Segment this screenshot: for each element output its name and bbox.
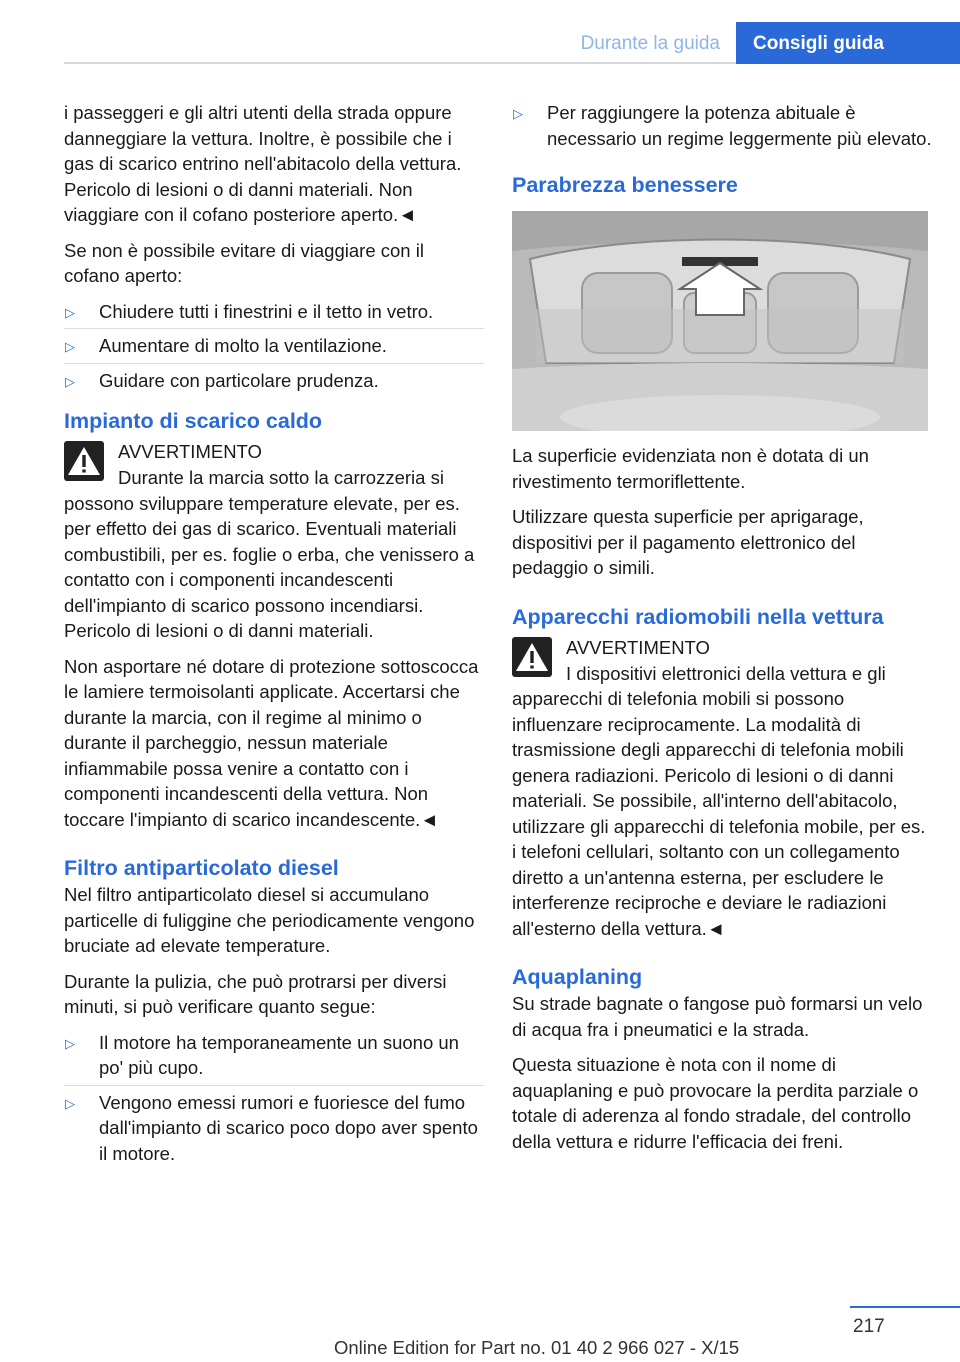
triangle-right-icon: ▷ bbox=[65, 1095, 75, 1111]
bullet-list bbox=[64, 299, 484, 394]
paragraph: Utilizzare questa superficie per aprigarage, dispositivi per il pagamento elettronico del pedaggio o simili. bbox=[512, 506, 864, 578]
left-column bbox=[64, 100, 484, 1175]
section-heading: Filtro antiparticolato diesel bbox=[64, 856, 339, 880]
paragraph: i passeggeri e gli altri utenti della strada oppure danneggiare la vettura. Inoltre, è possibile che i gas di scarico entrino nell'abitacolo della vettura. Pericolo di lesioni o di danni materiali. Non viaggiare con il cofano posteriore aperto.◄ bbox=[64, 102, 462, 225]
list-item: ▷ Aumentare di molto la ventilazione. bbox=[64, 333, 484, 359]
right-column bbox=[512, 100, 932, 1164]
warning-triangle-icon bbox=[512, 637, 552, 677]
paragraph: Se non è possibile evitare di viaggiare con il cofano aperto: bbox=[64, 239, 424, 286]
list-item: ▷ Chiudere tutti i finestrini e il tetto in vetro. bbox=[64, 299, 484, 325]
warning-text: Durante la marcia sotto la carrozzeria si possono sviluppare temperature elevate, per es. per effetto dei gas di scarico. Eventuali materiali combustibili, per es. foglie o erba, che venissero a contatto con i componenti incandescenti dell'impianto di scarico possono incendiarsi. Pericolo di lesioni o di danni materiali. bbox=[64, 467, 475, 641]
triangle-right-icon: ▷ bbox=[65, 1035, 75, 1051]
triangle-right-icon: ▷ bbox=[513, 106, 523, 121]
warning-triangle-icon bbox=[64, 441, 104, 481]
bullet-list bbox=[512, 100, 932, 151]
warning-label: AVVERTIMENTO bbox=[566, 636, 710, 658]
paragraph: Durante la pulizia, che può protrarsi per diversi minuti, si può verificare quanto segue: bbox=[64, 970, 447, 1017]
paragraph: Nel filtro antiparticolato diesel si accumulano particelle di fuliggine che periodicamente vengono bruciate ad elevate temperature. bbox=[64, 884, 475, 956]
paragraph: La superficie evidenziata non è dotata di un rivestimento termoriflettente. bbox=[512, 445, 869, 492]
paragraph: Non asportare né dotare di protezione sottoscocca le lamiere termoisolanti applicate. Accertarsi che durante la marcia, con il regime al minimo o durante il parcheggio, nessun materiale infiammabile possa venire a contatto con i componenti incandescenti della vettura. Non toccare l'impianto di scarico incandescente.◄ bbox=[64, 655, 479, 830]
list-item: ▷ Vengono emessi rumori e fuoriesce del fumo dall'impianto di scarico poco dopo aver spento il motore. bbox=[65, 1091, 478, 1164]
section-heading: Apparecchi radiomobili nella vettura bbox=[512, 604, 884, 629]
header-section: Durante la guida bbox=[580, 33, 720, 54]
warning-text: I dispositivi elettronici della vettura e gli apparecchi di telefonia mobili si possono influenzare reciprocamente. La modalità di trasmissione degli apparecchi di telefonia mobili genera radiazioni. Pericolo di lesioni o di danni materiali. Se possibile, all'interno dell'abitacolo, utilizzare gli apparecchi di telefonia mobile, per es. i telefoni cellulari, soltanto con un collegamento diretto a un'antenna esterna, per escludere le interferenze reciproche e deviare le radiazioni all'esterno della vettura.◄ bbox=[512, 662, 926, 939]
triangle-right-icon: ▷ bbox=[65, 304, 75, 320]
warning-label: AVVERTIMENTO bbox=[118, 441, 262, 462]
triangle-right-icon: ▷ bbox=[65, 339, 75, 354]
list-item: ▷ Il motore ha temporaneamente un suono un po' più cupo. bbox=[64, 1030, 484, 1081]
triangle-right-icon: ▷ bbox=[65, 373, 75, 389]
footer-rule bbox=[850, 1306, 960, 1308]
paragraph: Questa situazione è nota con il nome di aquaplaning e può provocare la perdita parziale o totale di aderenza al fondo stradale, del controllo della vettura e ridurre l'efficacia dei freni. bbox=[512, 1054, 919, 1152]
warning-block bbox=[64, 439, 484, 489]
list-item: ▷ Guidare con particolare prudenza. bbox=[64, 368, 484, 394]
bullet-list bbox=[64, 1030, 484, 1167]
edition-note: Online Edition for Part no. 01 40 2 966 027 - X/15 bbox=[334, 1337, 740, 1358]
paragraph: Su strade bagnate o fangose può formarsi un velo di acqua fra i pneumatici e la strada. bbox=[512, 993, 923, 1040]
section-heading: Aquaplaning bbox=[512, 965, 643, 989]
list-item: ▷ Per raggiungere la potenza abituale è necessario un regime leggermente più elevato. bbox=[513, 102, 932, 149]
rear-window-illustration bbox=[512, 211, 928, 431]
warning-block bbox=[512, 635, 932, 685]
section-heading: Impianto di scarico caldo bbox=[64, 409, 323, 433]
header-chapter-tab: Consigli guida bbox=[736, 22, 960, 64]
page-number: 217 bbox=[853, 1316, 885, 1337]
section-heading: Parabrezza benessere bbox=[512, 173, 738, 197]
